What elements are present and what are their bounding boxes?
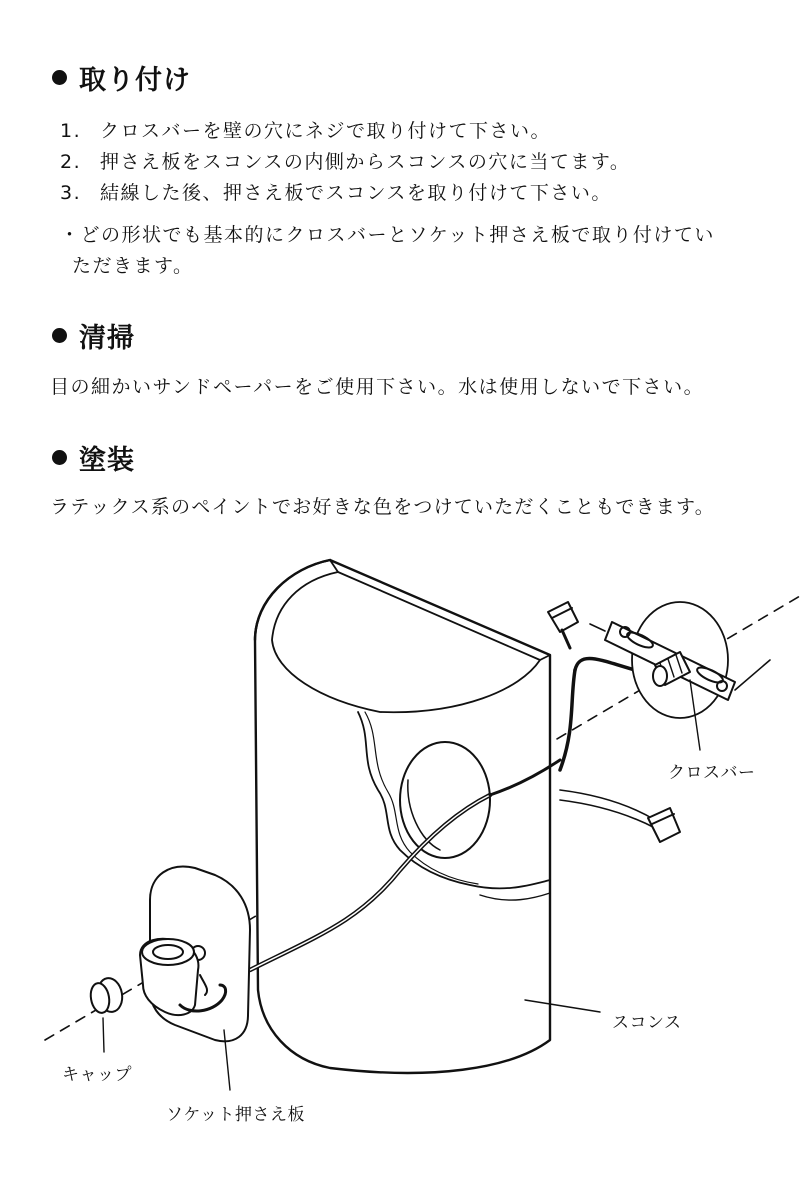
note-line-1: ・どの形状でも基本的にクロスバーとソケット押さえ板で取り付けてい (60, 224, 715, 246)
wire-upper (560, 670, 575, 770)
bullet-icon (52, 328, 67, 343)
bullet-icon (52, 70, 67, 85)
sconce-body (255, 560, 550, 1073)
cleaning-heading: 清掃 (52, 316, 135, 355)
socket-plate-label: ソケット押さえ板 (166, 1105, 305, 1125)
step-1: 1. クロスバーを壁の穴にネジで取り付けて下さい。 (60, 120, 552, 142)
cap-label: キャップ (62, 1065, 132, 1085)
crossbar (590, 602, 770, 718)
painting-heading: 塗装 (52, 438, 135, 477)
cleaning-text: 目の細かいサンドペーパーをご使用下さい。水は使用しないで下さい。 (50, 376, 705, 398)
wire-lower (560, 790, 655, 820)
mounting-heading: 取り付け (52, 58, 191, 97)
cap-leader-line (103, 1018, 104, 1052)
bullet-icon (52, 450, 67, 465)
crossbar-label: クロスバー (668, 763, 756, 783)
note-line-2: ただきます。 (72, 255, 194, 277)
sconce-label: スコンス (612, 1013, 682, 1033)
step-3: 3. 結線した後、押さえ板でスコンスを取り付けて下さい。 (60, 182, 612, 204)
step-2: 2. 押さえ板をスコンスの内側からスコンスの穴に当てます。 (60, 151, 631, 173)
painting-text: ラテックス系のペイントでお好きな色をつけていただくこともできます。 (50, 496, 715, 518)
wire-nut-lower-icon (648, 808, 680, 842)
socket-plate (140, 867, 250, 1042)
wire-nut-upper-icon (548, 602, 578, 648)
cap-icon (89, 976, 125, 1014)
